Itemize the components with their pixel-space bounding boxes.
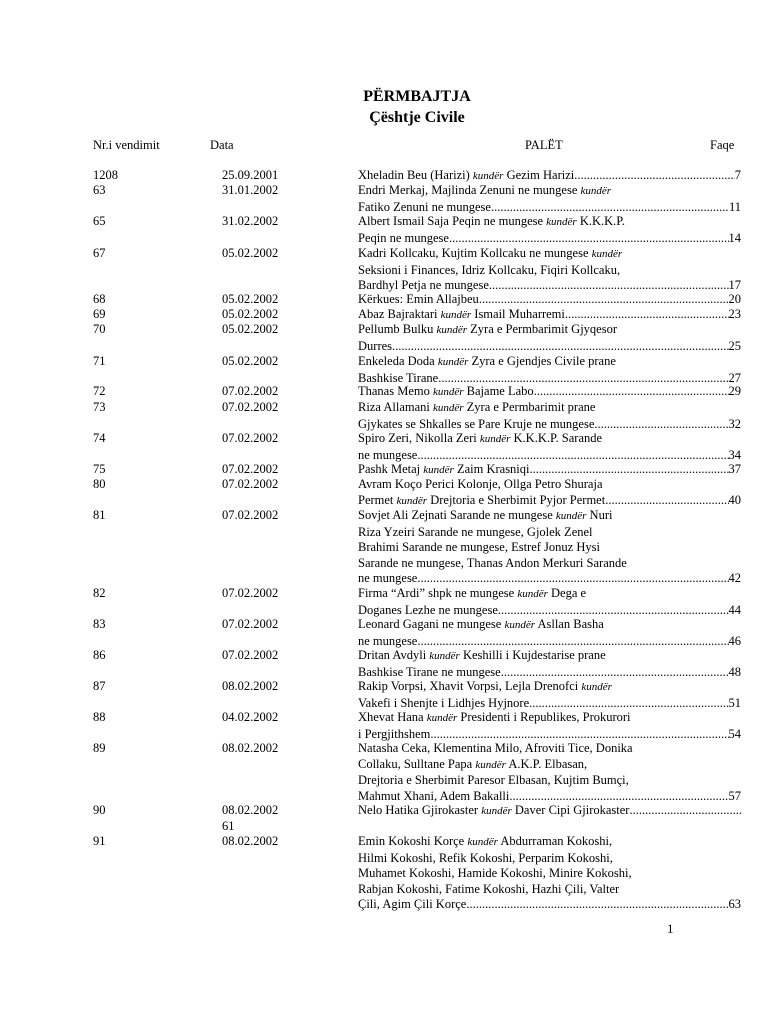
header-date: Data xyxy=(210,138,234,152)
date-note: 61 xyxy=(222,818,235,833)
parties xyxy=(358,710,741,742)
parties-line: Doganes Lezhe ne mungese ..... 44 xyxy=(358,603,741,619)
parties-line: Emin Kokoshi Korçe kundër Abdurraman Kokoshi, xyxy=(358,834,613,848)
parties-line: Dritan Avdyli kundër Keshilli i Kujdestarise prane xyxy=(358,648,606,662)
parties-line: Bashkise Tirane ..... 27 xyxy=(358,371,741,387)
against-word: kundër xyxy=(479,433,511,445)
leader-dots xyxy=(529,696,728,712)
entry-page-number: 57 xyxy=(728,788,741,803)
parties-line: ne mungese ..... 34 xyxy=(358,448,741,464)
parties xyxy=(358,183,741,215)
entry-page-number: 20 xyxy=(728,292,741,306)
parties-line: Pashk Metaj kundër Zaim Krasniqi ..... 37 xyxy=(358,462,741,479)
entry-page-number: 27 xyxy=(728,370,741,385)
decision-number: 81 xyxy=(93,508,106,522)
parties-line: Abaz Bajraktari kundër Ismail Muharremi ..... 23 xyxy=(358,307,741,324)
decision-number: 69 xyxy=(93,307,106,321)
decision-date: 05.02.2002 xyxy=(222,292,279,306)
decision-number: 73 xyxy=(93,400,106,414)
decision-date: 07.02.2002 xyxy=(222,477,279,491)
decision-number: 68 xyxy=(93,292,106,306)
header-parties: PALËT xyxy=(525,138,563,152)
leader-dots xyxy=(605,493,728,510)
parties-line: Pellumb Bulku kundër Zyra e Permbarimit Gjyqesor xyxy=(358,322,617,336)
decision-date: 07.02.2002 xyxy=(222,431,279,445)
against-word: kundër xyxy=(396,494,428,507)
parties-line: Firma “Ardi” shpk ne mungese kundër Dega e xyxy=(358,586,587,600)
leader-dots xyxy=(417,634,728,650)
entry-page-number: 44 xyxy=(728,602,741,617)
entry-page-number: 29 xyxy=(728,384,741,398)
against-word: kundër xyxy=(423,464,454,476)
parties-line: Enkeleda Doda kundër Zyra e Gjendjes Civile prane xyxy=(358,354,616,368)
entry-page-number: 11 xyxy=(728,199,741,214)
against-word: kundër xyxy=(504,619,536,631)
leader-dots xyxy=(501,665,729,681)
decision-date: 31.02.2002 xyxy=(222,214,279,228)
parties xyxy=(358,400,741,432)
decision-number: 88 xyxy=(93,710,106,724)
decision-date: 08.02.2002 xyxy=(222,741,279,755)
page-number: 1 xyxy=(667,921,674,936)
document-title: PËRMBAJTJA xyxy=(363,88,471,105)
parties-line: Xheladin Beu (Harizi) kundër Gezim Harizi ..... 7 xyxy=(358,168,741,185)
against-word: kundër xyxy=(555,510,587,522)
leader-dots xyxy=(417,448,728,464)
against-word: kundër xyxy=(436,324,468,336)
entry-page-number: 23 xyxy=(728,307,741,321)
decision-date: 07.02.2002 xyxy=(222,617,279,631)
decision-number: 72 xyxy=(93,384,106,398)
decision-number: 63 xyxy=(93,183,106,197)
parties xyxy=(358,679,741,711)
entry-page-number: 37 xyxy=(728,462,741,476)
against-word: kundër xyxy=(517,588,548,600)
against-word: kundër xyxy=(432,386,464,398)
decision-date: 07.02.2002 xyxy=(222,586,279,600)
parties xyxy=(358,292,741,308)
parties xyxy=(358,322,741,354)
against-word: kundër xyxy=(437,356,469,368)
entry-page-number: 17 xyxy=(728,278,741,293)
entry-page-number: 42 xyxy=(728,571,741,586)
decision-date: 08.02.2002 61 xyxy=(222,803,279,833)
parties xyxy=(358,834,741,913)
decision-number: 71 xyxy=(93,354,106,368)
entry-page-number: 46 xyxy=(728,633,741,648)
against-word: kundër xyxy=(591,248,623,260)
parties-line: Mahmut Xhani, Adem Bakalli ..... 57 xyxy=(358,789,741,805)
parties-line: Natasha Ceka, Klementina Milo, Afroviti Tice, Donika xyxy=(358,741,633,755)
leader-dots xyxy=(534,384,729,401)
parties-line: Kërkues: Emin Allajbeu ..... 20 xyxy=(358,292,741,308)
parties-line: Brahimi Sarande ne mungese, Estref Jonuz Hysi xyxy=(358,540,600,555)
parties xyxy=(358,508,741,587)
against-word: kundër xyxy=(429,650,460,662)
decision-number: 80 xyxy=(93,477,106,491)
against-word: kundër xyxy=(467,836,498,848)
parties-line: ne mungese ..... 46 xyxy=(358,634,741,650)
parties-line: Rakip Vorpsi, Xhavit Vorpsi, Lejla Drenofci kundër xyxy=(358,679,612,693)
document-subtitle: Çështje Civile xyxy=(369,109,465,126)
decision-number: 91 xyxy=(93,834,106,848)
entry-page-number: 48 xyxy=(728,664,741,679)
parties-line: Hilmi Kokoshi, Refik Kokoshi, Perparim Kokoshi, xyxy=(358,850,613,865)
parties xyxy=(358,354,741,386)
parties-line: Sovjet Ali Zejnati Sarande ne mungese kundër Nuri xyxy=(358,508,613,522)
parties-line: Riza Allamani kundër Zyra e Permbarimit prane xyxy=(358,400,596,414)
leader-dots xyxy=(449,231,729,247)
decision-date: 05.02.2002 xyxy=(222,322,279,336)
entry-page-number: 63 xyxy=(728,897,741,912)
decision-date: 05.02.2002 xyxy=(222,354,279,368)
parties-line: ne mungese ..... 42 xyxy=(358,571,741,587)
decision-date: 07.02.2002 xyxy=(222,508,279,522)
entry-page-number: 7 xyxy=(734,168,741,182)
decision-number: 86 xyxy=(93,648,106,662)
parties-line: Avram Koço Perici Kolonje, Ollga Petro Shuraja xyxy=(358,477,603,491)
decision-date: 07.02.2002 xyxy=(222,648,279,662)
parties-line: Bashkise Tirane ne mungese ..... 48 xyxy=(358,665,741,681)
decision-date: 25.09.2001 xyxy=(222,168,279,182)
parties-line: Sarande ne mungese, Thanas Andon Merkuri Sarande xyxy=(358,555,627,570)
parties xyxy=(358,617,741,649)
leader-dots xyxy=(629,803,741,820)
parties-line: Kadri Kollcaku, Kujtim Kollcaku ne mungese kundër xyxy=(358,246,623,260)
decision-number: 89 xyxy=(93,741,106,755)
parties-line: Endri Merkaj, Majlinda Zenuni ne mungese kundër xyxy=(358,183,612,197)
parties-line: Bardhyl Petja ne mungese ..... 17 xyxy=(358,278,741,294)
against-word: kundër xyxy=(475,758,506,771)
decision-date: 31.01.2002 xyxy=(222,183,279,197)
entry-page-number: 51 xyxy=(728,695,741,710)
leader-dots xyxy=(392,339,728,355)
against-word: kundër xyxy=(426,712,458,724)
parties-line: Permet kundër Drejtoria e Sherbimit Pyjor Permet ..... 40 xyxy=(358,493,741,510)
parties xyxy=(358,214,741,246)
parties-line: Durres ..... 25 xyxy=(358,339,741,355)
parties xyxy=(358,384,741,401)
parties xyxy=(358,586,741,618)
entry-page-number: 32 xyxy=(728,416,741,431)
entry-page-number: 34 xyxy=(728,447,741,462)
parties-line: Çili, Agim Çili Korçe ..... 63 xyxy=(358,897,741,913)
against-word: kundër xyxy=(580,185,612,197)
decision-date: 05.02.2002 xyxy=(222,307,279,321)
decision-number: 83 xyxy=(93,617,106,631)
parties-line: Fatiko Zenuni ne mungese ..... 11 xyxy=(358,200,741,216)
decision-number: 1208 xyxy=(93,168,118,182)
parties-line: Collaku, Sulltane Papa kundër A.K.P. Elbasan, xyxy=(358,756,588,771)
parties-line: i Pergjithshem ..... 54 xyxy=(358,727,741,743)
leader-dots xyxy=(594,417,728,433)
decision-date: 04.02.2002 xyxy=(222,710,279,724)
parties-line: Drejtoria e Sherbimit Paresor Elbasan, Kujtim Bumçi, xyxy=(358,773,629,788)
parties xyxy=(358,648,741,680)
decision-date: 08.02.2002 xyxy=(222,834,279,848)
against-word: kundër xyxy=(432,402,464,414)
decision-date: 05.02.2002 xyxy=(222,246,279,260)
decision-date: 08.02.2002 xyxy=(222,679,279,693)
parties-line: Seksioni i Finances, Idriz Kollcaku, Fiqiri Kollcaku, xyxy=(358,262,621,277)
decision-number: 74 xyxy=(93,431,106,445)
decision-number: 70 xyxy=(93,322,106,336)
decision-number: 75 xyxy=(93,462,106,476)
parties-line: Leonard Gagani ne mungese kundër Asllan Basha xyxy=(358,617,604,631)
against-word: kundër xyxy=(546,216,577,228)
leader-dots xyxy=(430,727,728,743)
parties-line: Riza Yzeiri Sarande ne mungese, Gjolek Zenel xyxy=(358,524,593,539)
parties-line: Spiro Zeri, Nikolla Zeri kundër K.K.K.P. Sarande xyxy=(358,431,603,445)
entry-page-number: 54 xyxy=(728,726,741,741)
parties-line: Thanas Memo kundër Bajame Labo ..... 29 xyxy=(358,384,741,401)
parties-line: Albert Ismail Saja Peqin ne mungese kundër K.K.K.P. xyxy=(358,214,625,228)
leader-dots xyxy=(466,897,728,913)
parties-line: Rabjan Kokoshi, Fatime Kokoshi, Hazhi Çili, Valter xyxy=(358,881,620,896)
parties-line: Xhevat Hana kundër Presidenti i Republikes, Prokurori xyxy=(358,710,631,724)
parties xyxy=(358,431,741,463)
decision-date: 07.02.2002 xyxy=(222,384,279,398)
leader-dots xyxy=(498,603,729,619)
parties xyxy=(358,803,741,820)
against-word: kundër xyxy=(581,681,612,693)
entry-page-number: 40 xyxy=(728,492,741,507)
decision-number: 90 xyxy=(93,803,106,817)
decision-number: 67 xyxy=(93,246,106,260)
leader-dots xyxy=(491,200,729,216)
decision-date: 07.02.2002 xyxy=(222,462,279,476)
parties-line: Vakefi i Shenjte i Lidhjes Hyjnore ..... 51 xyxy=(358,696,741,712)
entry-page-number: 14 xyxy=(728,230,741,245)
decision-number: 82 xyxy=(93,586,106,600)
against-word: kundër xyxy=(472,170,504,182)
decision-number: 65 xyxy=(93,214,106,228)
decision-number: 87 xyxy=(93,679,106,693)
header-page: Faqe xyxy=(710,138,735,152)
leader-dots xyxy=(417,571,728,587)
parties-line: Gjykates se Shkalles se Pare Kruje ne mungese ..... 32 xyxy=(358,417,741,433)
decision-date: 07.02.2002 xyxy=(222,400,279,414)
parties xyxy=(358,246,741,294)
leader-dots xyxy=(479,292,729,308)
parties-line: Nelo Hatika Gjirokaster kundër Daver Cipi Gjirokaster ..... xyxy=(358,803,741,820)
against-word: kundër xyxy=(481,805,512,817)
parties xyxy=(358,741,741,804)
entry-page-number: 25 xyxy=(728,338,741,353)
header-decision-number: Nr.i vendimit xyxy=(93,138,160,152)
parties-line: Peqin ne mungese ..... 14 xyxy=(358,231,741,247)
parties-line: Muhamet Kokoshi, Hamide Kokoshi, Minire Kokoshi, xyxy=(358,866,632,881)
parties xyxy=(358,477,741,509)
against-word: kundër xyxy=(440,309,472,321)
